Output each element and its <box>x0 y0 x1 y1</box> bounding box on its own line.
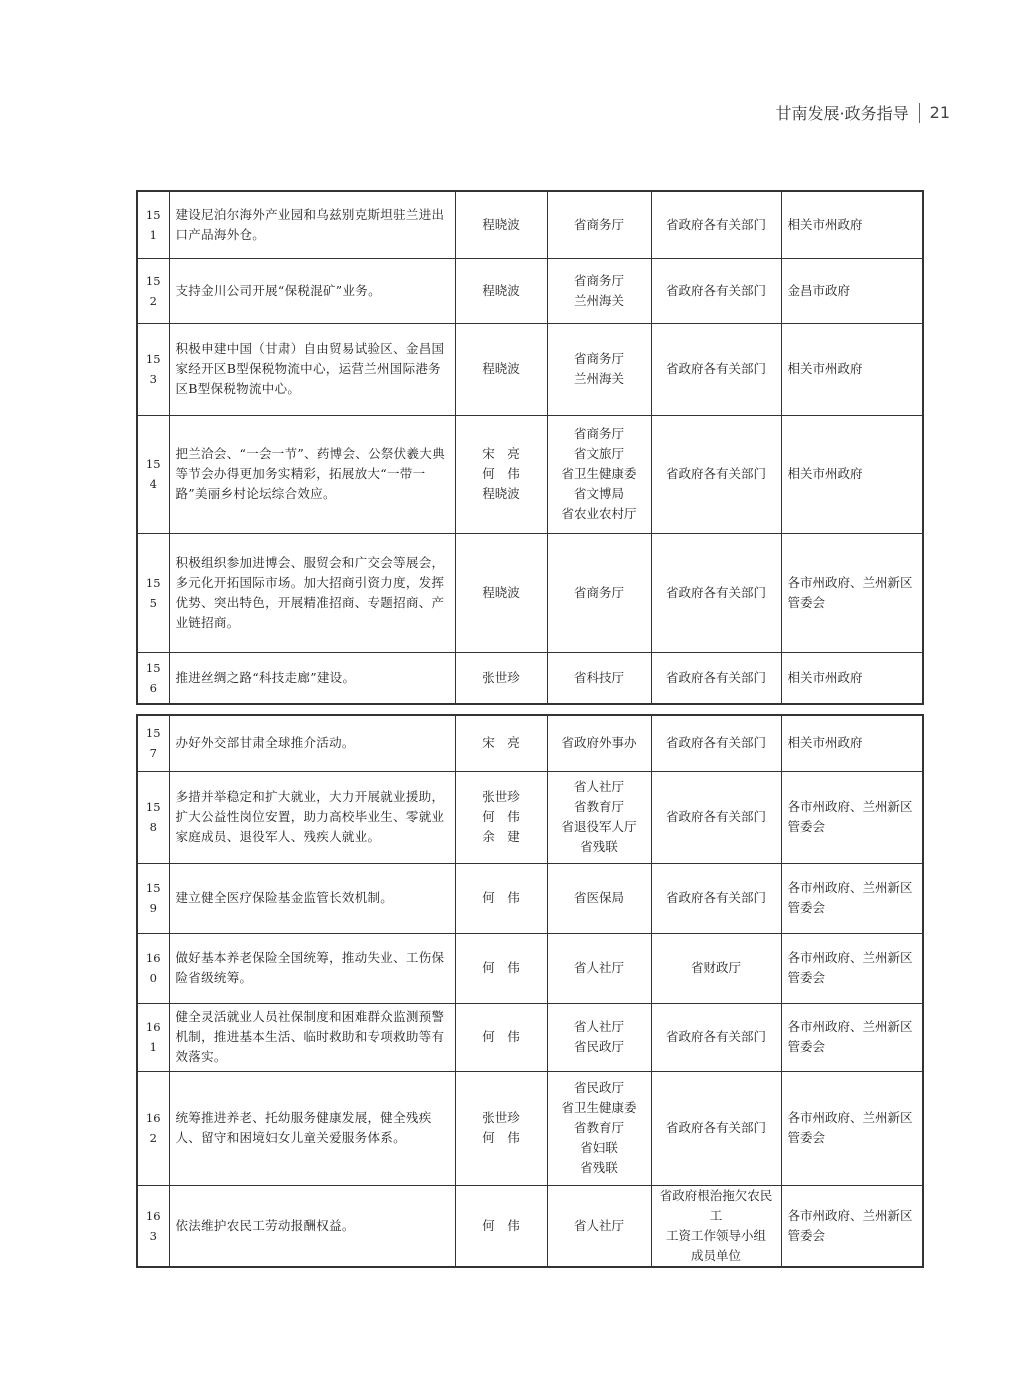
resp-line: 省民政厅 <box>573 1080 624 1095</box>
local-government: 各市州政府、兰州新区管委会 <box>781 533 923 652</box>
resp-line: 省商务厅 <box>573 426 624 441</box>
resp-line: 省民政厅 <box>573 1039 624 1054</box>
table-row <box>137 652 923 704</box>
cooperating-unit <box>651 863 781 933</box>
coop-line: 省政府各有关部门 <box>665 735 766 751</box>
task-description: 依法维护农民工劳动报酬权益。 <box>169 1185 455 1267</box>
coop-line: 省政府各有关部门 <box>665 282 766 298</box>
coop-line: 省政府各有关部门 <box>665 584 766 600</box>
lead-line: 张世珍 <box>482 669 520 685</box>
row-number: 161 <box>137 1003 169 1071</box>
local-government: 相关市州政府 <box>781 652 923 704</box>
lead-official <box>455 1071 547 1185</box>
lead-official <box>455 191 547 258</box>
row-number: 152 <box>137 258 169 323</box>
row-number: 153 <box>137 323 169 415</box>
responsible-unit <box>547 191 651 258</box>
resp-line: 兰州海关 <box>573 371 624 386</box>
lead-line: 宋 亮 <box>482 735 520 751</box>
responsible-unit <box>547 415 651 533</box>
resp-line: 兰州海关 <box>573 292 624 308</box>
resp-line: 省人社厅 <box>573 960 624 975</box>
task-description: 多措并举稳定和扩大就业，大力开展就业援助，扩大公益性岗位安置，助力高校毕业生、零就业家庭成员、退役军人、残疾人就业。 <box>169 771 455 863</box>
coop-line: 省政府各有关部门 <box>665 466 766 481</box>
coop-line: 省财政厅 <box>690 960 741 975</box>
row-number: 151 <box>137 191 169 258</box>
lead-line: 何 伟 <box>482 1130 520 1145</box>
lead-official <box>455 771 547 863</box>
local-government: 各市州政府、兰州新区管委会 <box>781 1185 923 1267</box>
coop-line: 省政府根治拖欠农民工 <box>659 1187 773 1223</box>
coop-line: 省政府各有关部门 <box>665 361 766 376</box>
table-row <box>137 415 923 533</box>
table-row <box>137 258 923 323</box>
lead-official <box>455 1003 547 1071</box>
lead-line: 何 伟 <box>482 890 520 905</box>
lead-line: 何 伟 <box>482 809 520 824</box>
responsible-unit <box>547 771 651 863</box>
lead-line: 程晓波 <box>482 282 520 298</box>
coop-line: 省政府各有关部门 <box>665 809 766 824</box>
task-table-1-body <box>137 191 923 704</box>
local-government: 各市州政府、兰州新区管委会 <box>781 863 923 933</box>
lead-line: 余 建 <box>482 829 520 844</box>
table-row <box>137 533 923 652</box>
resp-line: 省医保局 <box>573 890 624 905</box>
lead-official <box>455 933 547 1003</box>
local-government: 各市州政府、兰州新区管委会 <box>781 1071 923 1185</box>
coop-line: 省政府各有关部门 <box>665 1029 766 1044</box>
resp-line: 省人社厅 <box>573 779 624 794</box>
page-number: 21 <box>929 103 950 122</box>
lead-line: 何 伟 <box>482 1029 520 1044</box>
lead-official <box>455 715 547 771</box>
resp-line: 省文旅厅 <box>573 446 624 461</box>
lead-line: 张世珍 <box>482 789 520 804</box>
resp-line: 省妇联 <box>580 1140 618 1155</box>
cooperating-unit <box>651 258 781 323</box>
resp-line: 省商务厅 <box>573 584 624 600</box>
resp-line: 省残联 <box>580 839 618 854</box>
lead-line: 程晓波 <box>482 216 520 232</box>
cooperating-unit <box>651 652 781 704</box>
coop-line: 省政府各有关部门 <box>665 1120 766 1135</box>
responsible-unit <box>547 1071 651 1185</box>
responsible-unit <box>547 533 651 652</box>
responsible-unit <box>547 323 651 415</box>
resp-line: 省卫生健康委 <box>561 1100 637 1115</box>
task-description: 建设尼泊尔海外产业园和乌兹别克斯坦驻兰进出口产品海外仓。 <box>169 191 455 258</box>
responsible-unit <box>547 715 651 771</box>
lead-line: 何 伟 <box>482 1217 520 1233</box>
task-description: 推进丝绸之路“科技走廊”建设。 <box>169 652 455 704</box>
row-number: 154 <box>137 415 169 533</box>
resp-line: 省退役军人厅 <box>561 819 637 834</box>
task-description: 支持金川公司开展“保税混矿”业务。 <box>169 258 455 323</box>
coop-line: 省政府各有关部门 <box>665 890 766 905</box>
resp-line: 省农业农村厅 <box>561 506 637 521</box>
row-number: 163 <box>137 1185 169 1267</box>
local-government: 相关市州政府 <box>781 191 923 258</box>
row-number: 157 <box>137 715 169 771</box>
local-government: 相关市州政府 <box>781 415 923 533</box>
header-divider <box>919 103 920 123</box>
local-government: 各市州政府、兰州新区管委会 <box>781 1003 923 1071</box>
row-number: 158 <box>137 771 169 863</box>
lead-official <box>455 323 547 415</box>
resp-line: 省文博局 <box>573 486 624 501</box>
lead-line: 张世珍 <box>482 1110 520 1125</box>
task-description: 办好外交部甘肃全球推介活动。 <box>169 715 455 771</box>
lead-line: 何 伟 <box>482 960 520 975</box>
task-description: 做好基本养老保险全国统筹，推动失业、工伤保险省级统筹。 <box>169 933 455 1003</box>
resp-line: 省商务厅 <box>573 351 624 366</box>
page-header <box>776 101 950 124</box>
cooperating-unit <box>651 415 781 533</box>
table-row <box>137 1185 923 1267</box>
coop-line: 工资工作领导小组 <box>665 1227 766 1243</box>
cooperating-unit <box>651 771 781 863</box>
resp-line: 省卫生健康委 <box>561 466 637 481</box>
resp-line: 省教育厅 <box>573 799 624 814</box>
table-row <box>137 323 923 415</box>
publication-title: 甘南发展·政务指导 <box>775 104 909 123</box>
task-description: 健全灵活就业人员社保制度和困难群众监测预警机制，推进基本生活、临时救助和专项救助等有效落实。 <box>169 1003 455 1071</box>
local-government: 金昌市政府 <box>781 258 923 323</box>
row-number: 162 <box>137 1071 169 1185</box>
cooperating-unit <box>651 323 781 415</box>
task-description: 积极申建中国（甘肃）自由贸易试验区、金昌国家经开区B型保税物流中心，运营兰州国际港务区B型保税物流中心。 <box>169 323 455 415</box>
cooperating-unit <box>651 715 781 771</box>
lead-official <box>455 652 547 704</box>
table-row <box>137 1071 923 1185</box>
resp-line: 省政府外事办 <box>561 735 637 751</box>
task-description: 统筹推进养老、托幼服务健康发展，健全残疾人、留守和困境妇女儿童关爱服务体系。 <box>169 1071 455 1185</box>
lead-official <box>455 258 547 323</box>
cooperating-unit <box>651 533 781 652</box>
row-number: 155 <box>137 533 169 652</box>
lead-official <box>455 415 547 533</box>
cooperating-unit <box>651 1071 781 1185</box>
resp-line: 省科技厅 <box>573 669 624 685</box>
resp-line: 省残联 <box>580 1160 618 1175</box>
lead-line: 程晓波 <box>482 584 520 600</box>
local-government: 相关市州政府 <box>781 323 923 415</box>
lead-line: 宋 亮 <box>482 446 520 461</box>
coop-line: 省政府各有关部门 <box>665 669 766 685</box>
local-government: 各市州政府、兰州新区管委会 <box>781 933 923 1003</box>
resp-line: 省人社厅 <box>573 1217 624 1233</box>
resp-line: 省教育厅 <box>573 1120 624 1135</box>
cooperating-unit <box>651 933 781 1003</box>
task-description: 把兰洽会、“一会一节”、药博会、公祭伏羲大典等节会办得更加务实精彩，拓展放大“一带一路”美丽乡村论坛综合效应。 <box>169 415 455 533</box>
row-number: 160 <box>137 933 169 1003</box>
cooperating-unit <box>651 191 781 258</box>
lead-line: 程晓波 <box>482 486 520 501</box>
table-row <box>137 1003 923 1071</box>
task-description: 积极组织参加进博会、服贸会和广交会等展会，多元化开拓国际市场。加大招商引资力度，发挥优势、突出特色，开展精准招商、专题招商、产业链招商。 <box>169 533 455 652</box>
responsible-unit <box>547 652 651 704</box>
coop-line: 省政府各有关部门 <box>665 216 766 232</box>
lead-official <box>455 863 547 933</box>
lead-official <box>455 1185 547 1267</box>
coop-line: 成员单位 <box>690 1247 741 1263</box>
resp-line: 省商务厅 <box>573 272 624 288</box>
table-row <box>137 191 923 258</box>
resp-line: 省商务厅 <box>573 216 624 232</box>
lead-line: 何 伟 <box>482 466 520 481</box>
local-government: 各市州政府、兰州新区管委会 <box>781 771 923 863</box>
responsible-unit <box>547 933 651 1003</box>
local-government: 相关市州政府 <box>781 715 923 771</box>
task-table-1 <box>136 190 924 705</box>
responsible-unit <box>547 258 651 323</box>
lead-official <box>455 533 547 652</box>
resp-line: 省人社厅 <box>573 1019 624 1034</box>
table-row <box>137 771 923 863</box>
task-table-2-body <box>137 715 923 1267</box>
cooperating-unit <box>651 1185 781 1267</box>
responsible-unit <box>547 1185 651 1267</box>
table-row <box>137 863 923 933</box>
task-description: 建立健全医疗保险基金监管长效机制。 <box>169 863 455 933</box>
lead-line: 程晓波 <box>482 361 520 376</box>
task-table-2 <box>136 714 924 1268</box>
table-row <box>137 933 923 1003</box>
responsible-unit <box>547 1003 651 1071</box>
cooperating-unit <box>651 1003 781 1071</box>
row-number: 159 <box>137 863 169 933</box>
responsible-unit <box>547 863 651 933</box>
row-number: 156 <box>137 652 169 704</box>
table-row <box>137 715 923 771</box>
